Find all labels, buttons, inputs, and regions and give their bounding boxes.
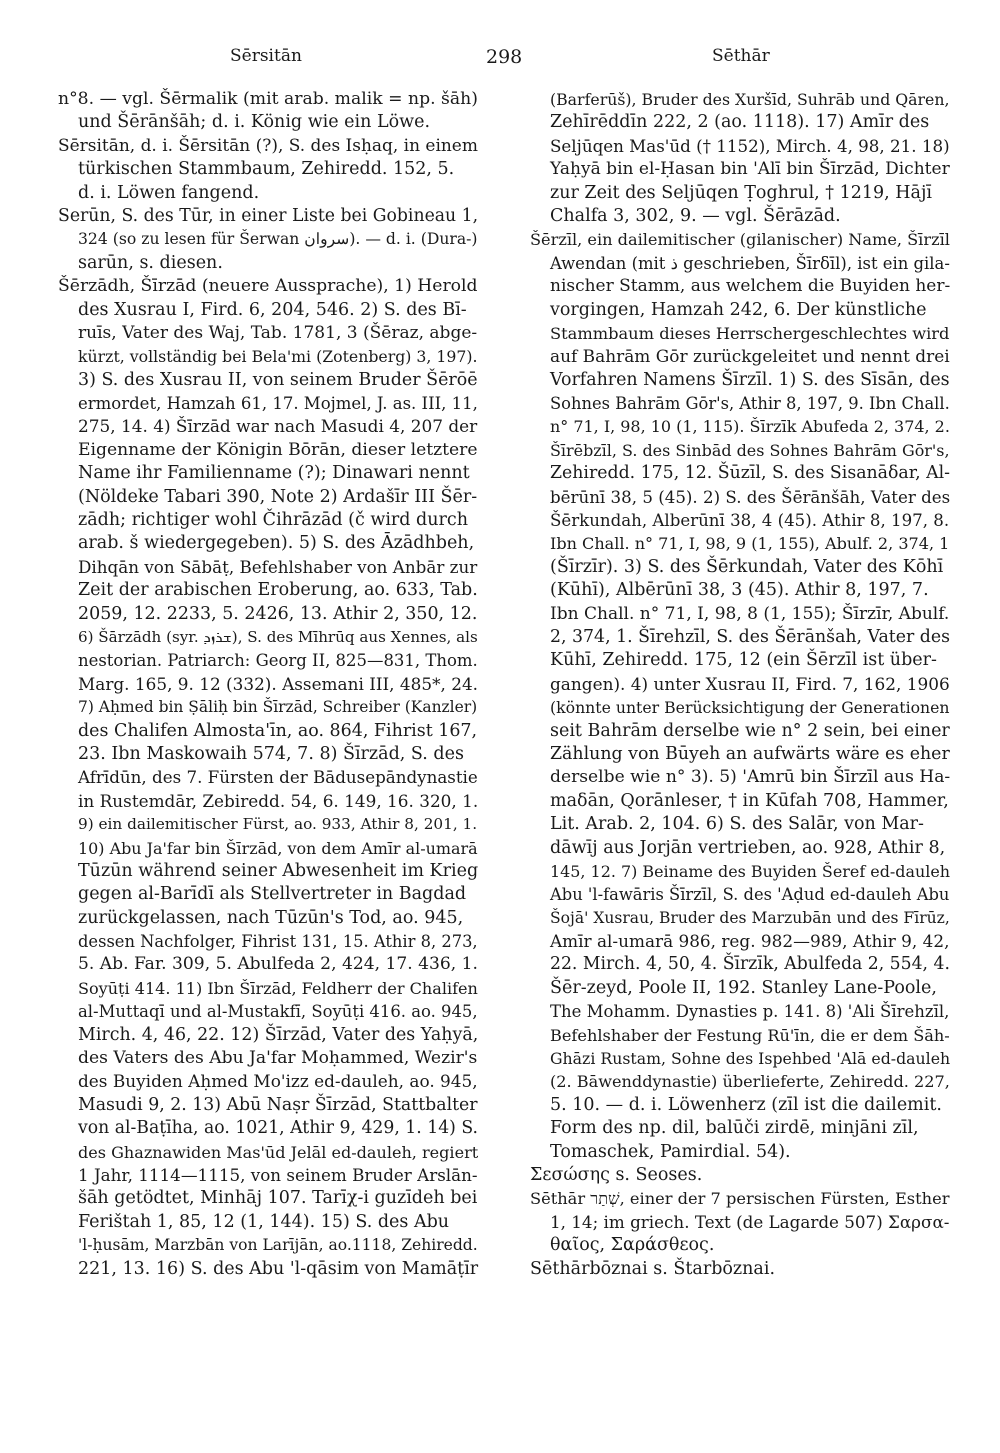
left-column bbox=[58, 88, 478, 1281]
text-line: kürzt, vollständig bei Bela'mi (Zotenberg) 3, 197). bbox=[78, 347, 478, 367]
right-column bbox=[530, 88, 950, 1281]
text-line: zur Zeit des Seljūqen Ṭoghrul, † 1219, Hājī bbox=[550, 182, 932, 203]
text-line: 1 Jahr, 1114—1115, von seinem Bruder Arslān- bbox=[78, 1164, 478, 1185]
text-line: des Vaters des Abu Ja'far Moḥammed, Wezir's bbox=[78, 1048, 478, 1069]
text-line: seit Bahrām derselbe wie n° 2 sein, bei einer bbox=[550, 720, 950, 741]
text-line: Form des np. dil, balūči zirdē, minjāni zīl, bbox=[550, 1118, 919, 1139]
text-line: 1, 14; im griech. Text (de Lagarde 507) Σαρσα- bbox=[550, 1211, 950, 1232]
text-line: türkischen Stammbaum, Zehiredd. 152, 5. bbox=[78, 159, 455, 180]
text-line: Tomaschek, Pamirdial. 54). bbox=[550, 1141, 791, 1162]
text-line: nischer Stamm, aus welchem die Buyiden her- bbox=[550, 276, 951, 297]
text-line: 2059, 12. 2233, 5. 2426, 13. Athir 2, 350, 12. bbox=[78, 603, 478, 624]
text-line: Befehlshaber der Festung Rū'īn, die er dem Šāh- bbox=[550, 1025, 950, 1045]
text-line: šāh getödtet, Minhāj 107. Tarīχ-i guzīdeh bei bbox=[78, 1188, 478, 1209]
text-line: Mirch. 4, 46, 22. 12) Šīrzād, Vater des Yaḥyā, bbox=[78, 1024, 479, 1045]
text-line: 10) Abu Ja'far bin Šīrzād, von dem Amīr al-umarā bbox=[78, 838, 478, 858]
text-line: 'l-ḥusām, Marzbān von Larījān, ao.1118, Zehiredd. bbox=[78, 1236, 478, 1255]
text-line: nestorian. Patriarch: Georg II, 825—831, Thom. bbox=[78, 651, 478, 671]
text-line: Zehīrēddīn 222, 2 (ao. 1118). 17) Amīr des bbox=[550, 112, 930, 133]
text-line: Abu 'l-fawāris Šīrzīl, S. des 'Aḍud ed-dauleh Abu bbox=[550, 885, 950, 905]
text-line: 5. Ab. Far. 309, 5. Abulfeda 2, 424, 17. 436, 1. bbox=[78, 954, 478, 975]
text-line: dessen Nachfolger, Fihrist 131, 15. Athir 8, 273, bbox=[78, 932, 478, 952]
text-line: Stammbaum dieses Herrschergeschlechtes wird bbox=[550, 323, 950, 343]
text-line: des Buyiden Aḥmed Mo'izz ed-dauleh, ao. 945, bbox=[78, 1071, 478, 1092]
text-line: maδān, Qorānleser, † in Kūfah 708, Hammer, bbox=[550, 790, 949, 811]
text-line: Sohnes Bahrām Gōr's, Athir 8, 197, 9. Ibn Chall. bbox=[550, 394, 950, 414]
text-line: ermordet, Hamzah 61, 17. Mojmel, J. as. III, 11, bbox=[78, 394, 478, 414]
text-line: des Xusrau I, Fird. 6, 204, 546. 2) S. des Bī- bbox=[78, 299, 467, 320]
text-line: vorgingen, Hamzah 242, 6. Der künstliche bbox=[550, 299, 927, 320]
text-line: al-Muttaqī und al-Mustakfī, Soyūṭi 416. ao. 945, bbox=[78, 1002, 478, 1022]
text-line: (Kūhī), Albērūnī 38, 3 (45). Athir 8, 197, 7. bbox=[550, 580, 929, 601]
text-line: sarūn, s. diesen. bbox=[78, 252, 223, 273]
text-line: 275, 14. 4) Šīrzād war nach Masudi 4, 207 der bbox=[78, 416, 478, 437]
text-line: arab. š wiedergegeben). 5) S. des Āzādhbeh, bbox=[78, 533, 475, 554]
text-line: Sēthār שְׁתַר, einer der 7 persischen Fürsten, Esther bbox=[530, 1189, 950, 1209]
text-line: 3) S. des Xusrau II, von seinem Bruder Šērōē bbox=[78, 369, 478, 390]
text-line: Awendan (mit ذ geschrieben, Šīrδīl), ist ein gila- bbox=[550, 253, 950, 273]
text-line: θαῖος, Σαράσθεος. bbox=[550, 1235, 715, 1256]
text-line: auf Bahrām Gōr zurückgeleitet und nennt drei bbox=[550, 346, 950, 367]
text-line: (könnte unter Berücksichtigung der Generationen bbox=[550, 698, 950, 718]
text-line: Zählung von Būyeh an aufwärts wäre es eher bbox=[550, 743, 950, 764]
running-head-right: Sēthār bbox=[712, 46, 770, 66]
text-line: Chalfa 3, 302, 9. — vgl. Šērāzād. bbox=[550, 205, 841, 226]
text-line: gegen al-Barīdī als Stellvertreter in Bagdad bbox=[78, 884, 467, 905]
text-line: Afrīdūn, des 7. Fürsten der Bādusepāndynastie bbox=[78, 767, 478, 788]
text-line: in Rustemdār, Zebiredd. 54, 6. 149, 16. 320, 1. bbox=[78, 790, 479, 811]
text-line: d. i. Löwen fangend. bbox=[78, 182, 260, 203]
text-line: dāwīj aus Jorjān vertrieben, ao. 928, Athir 8, bbox=[550, 837, 946, 858]
text-line: zurückgelassen, nach Tūzūn's Tod, ao. 945, bbox=[78, 907, 464, 928]
text-line: Ibn Chall. n° 71, I, 98, 8 (1, 155); Šīrzīr, Abulf. bbox=[550, 603, 950, 624]
text-line: von al-Baṭīha, ao. 1021, Athir 9, 429, 1. 14) S. bbox=[78, 1118, 479, 1139]
text-line: 6) Šārzādh (syr. ܫܪܙܕ), S. des Mīhrūq aus Xennes, als bbox=[78, 627, 478, 646]
running-head-left: Sērsitān bbox=[230, 46, 302, 66]
text-line: Yaḥyā bin el-Ḥasan bin 'Alī bin Šīrzād, Dichter bbox=[550, 159, 950, 180]
text-line: Ghāzi Rustam, Sohne des Ispehbed 'Alā ed-dauleh bbox=[550, 1049, 951, 1069]
text-line: Marg. 165, 9. 12 (332). Assemani III, 485*, 24. bbox=[78, 673, 479, 694]
text-line: 23. Ibn Maskowaih 574, 7. 8) Šīrzād, S. des bbox=[78, 743, 464, 764]
text-line: Kūhī, Zehiredd. 175, 12 (ein Šērzīl ist über- bbox=[550, 650, 937, 671]
text-line: 221, 13. 16) S. des Abu 'l-qāsim von Mamāṭīr bbox=[78, 1258, 479, 1279]
text-line: Seljūqen Mas'ūd († 1152), Mirch. 4, 98, 21. 18) bbox=[550, 135, 950, 156]
text-line: Σεσώσης s. Seoses. bbox=[530, 1164, 703, 1185]
text-line: des Chalifen Almosta'īn, ao. 864, Fihrist 167, bbox=[78, 720, 478, 741]
text-line: bērūnī 38, 5 (45). 2) S. des Šērānšāh, Vater des bbox=[550, 487, 951, 507]
text-line: 7) Aḥmed bin Ṣāliḥ bin Šīrzād, Schreiber (Kanzler) bbox=[78, 698, 478, 717]
text-line: Ibn Chall. n° 71, I, 98, 9 (1, 155), Abulf. 2, 374, 1 bbox=[550, 534, 950, 554]
text-line: Šēr-zeyd, Poole II, 192. Stanley Lane-Poole, bbox=[550, 977, 937, 998]
text-line: n° 71, I, 98, 10 (1, 115). Šīrzīk Abufeda 2, 374, 2. bbox=[550, 417, 950, 437]
text-line: n°8. — vgl. Šērmalik (mit arab. malik = np. šāh) bbox=[58, 89, 478, 109]
text-line: Šērzādh, Šīrzād (neuere Aussprache), 1) Herold bbox=[58, 276, 478, 297]
text-line: derselbe wie n° 3). 5) 'Amrū bin Šīrzīl aus Ha- bbox=[550, 767, 951, 788]
text-line: Vorfahren Namens Šīrzīl. 1) S. des Sīsān, des bbox=[550, 369, 950, 390]
text-line: (Nöldeke Tabari 390, Note 2) Ardašīr III Šēr- bbox=[78, 486, 478, 507]
text-line: gangen). 4) unter Xusrau II, Fird. 7, 162, 1906 bbox=[550, 673, 950, 694]
text-line: Šērzīl, ein dailemitischer (gilanischer) Name, Šīrzīl bbox=[530, 230, 950, 250]
text-line: Ferištah 1, 85, 12 (1, 144). 15) S. des Abu bbox=[78, 1211, 450, 1232]
text-line: The Mohamm. Dynasties p. 141. 8) 'Ali Šīrehzīl, bbox=[550, 1002, 950, 1022]
text-line: 9) ein dailemitischer Fürst, ao. 933, Athir 8, 201, 1. bbox=[78, 815, 478, 834]
text-line: ruīs, Vater des Waj, Tab. 1781, 3 (Šēraz, abge- bbox=[78, 322, 478, 343]
page-header bbox=[60, 46, 940, 74]
text-line: Serūn, S. des Tūr, in einer Liste bei Gobineau 1, bbox=[58, 205, 479, 226]
text-line: (Šīrzīr). 3) S. des Šērkundah, Vater des Kōhī bbox=[550, 556, 944, 577]
text-line: Šērkundah, Alberūnī 38, 4 (45). Athir 8, 197, 8. bbox=[550, 511, 950, 531]
text-line: 145, 12. 7) Beiname des Buyiden Šeref ed-dauleh bbox=[550, 861, 951, 881]
text-line: (Barferūš), Bruder des Xuršīd, Suhrāb und Qāren, bbox=[550, 90, 950, 109]
text-line: Zehiredd. 175, 12. Šūzīl, S. des Sisanāδar, Al- bbox=[550, 463, 951, 484]
text-line: Dihqān von Sābāṭ, Befehlshaber von Anbār zur bbox=[78, 556, 478, 577]
text-line: und Šērānšāh; d. i. König wie ein Löwe. bbox=[78, 112, 431, 133]
text-line: Soyūṭi 414. 11) Ibn Šīrzād, Feldherr der Chalifen bbox=[78, 978, 478, 998]
text-line: Eigenname der Königin Bōrān, dieser letztere bbox=[78, 439, 478, 460]
text-line: Name ihr Familienname (?); Dinawari nennt bbox=[78, 463, 470, 484]
text-line: zādh; richtiger wohl Čihrāzād (č wird durch bbox=[78, 510, 468, 531]
text-line: Zeit der arabischen Eroberung, ao. 633, Tab. bbox=[78, 580, 478, 601]
text-line: Amīr al-umarā 986, reg. 982—989, Athir 9, 42, bbox=[550, 931, 950, 952]
text-line: 324 (so zu lesen für Šerwan سروان). — d. i. (Dura-) bbox=[78, 230, 478, 249]
text-line: des Ghaznawiden Mas'ūd Jelāl ed-dauleh, regiert bbox=[78, 1142, 479, 1162]
text-line: Sērsitān, d. i. Šērsitān (?), S. des Isḥaq, in einem bbox=[58, 135, 478, 156]
text-line: Šīrēbzīl, S. des Sinbād des Sohnes Bahrām Gōr's, bbox=[550, 440, 950, 460]
text-line: Tūzūn während seiner Abwesenheit im Krieg bbox=[78, 860, 479, 881]
page-number: 298 bbox=[486, 46, 523, 68]
text-line: Masudi 9, 2. 13) Abū Naṣr Šīrzād, Stattbalter bbox=[78, 1094, 478, 1115]
text-line: 22. Mirch. 4, 50, 4. Šīrzīk, Abulfeda 2, 554, 4. bbox=[550, 954, 950, 975]
text-line: 2, 374, 1. Šīrehzīl, S. des Šērānšah, Vater des bbox=[550, 626, 950, 647]
text-line: Sēthārbōznai s. Štarbōznai. bbox=[530, 1258, 776, 1279]
text-line: (2. Bāwenddynastie) überlieferte, Zehiredd. 227, bbox=[550, 1072, 950, 1092]
text-line: Lit. Arab. 2, 104. 6) S. des Salār, von Mar- bbox=[550, 814, 924, 835]
text-line: 5. 10. — d. i. Löwenherz (zīl ist die dailemit. bbox=[550, 1094, 942, 1115]
text-line: Šojā' Xusrau, Bruder des Marzubān und des Fīrūz, bbox=[550, 908, 950, 927]
